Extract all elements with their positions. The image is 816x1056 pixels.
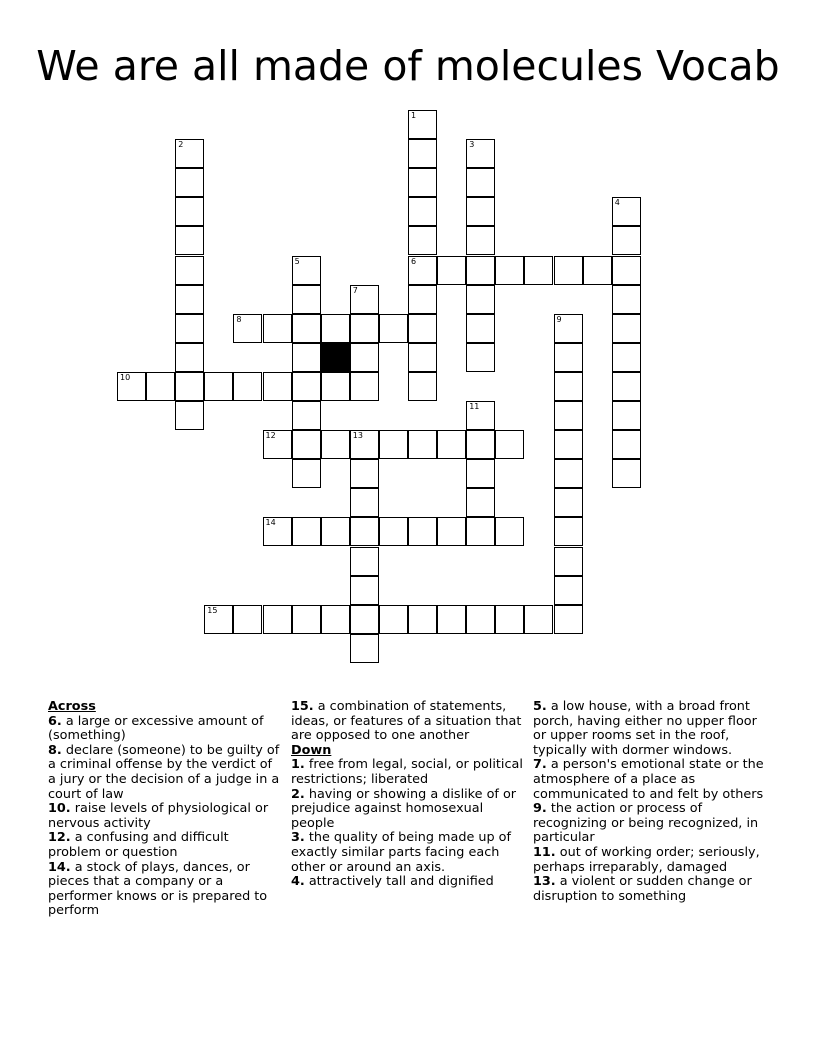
grid-cell[interactable] xyxy=(379,430,408,459)
grid-cell[interactable] xyxy=(350,343,379,372)
grid-cell[interactable] xyxy=(175,314,204,343)
grid-cell[interactable] xyxy=(495,605,524,634)
grid-cell[interactable] xyxy=(408,139,437,168)
grid-cell[interactable] xyxy=(263,430,292,459)
grid-cell[interactable] xyxy=(263,605,292,634)
grid-cell[interactable] xyxy=(437,517,466,546)
clue-across-6: 6. a large or excessive amount of (something) xyxy=(48,713,264,744)
grid-cell[interactable] xyxy=(466,459,495,488)
grid-cell[interactable] xyxy=(292,430,321,459)
grid-cell[interactable] xyxy=(524,256,553,285)
grid-cell[interactable] xyxy=(263,517,292,546)
grid-cell[interactable] xyxy=(466,343,495,372)
grid-cell[interactable] xyxy=(321,605,350,634)
grid-cell[interactable] xyxy=(437,605,466,634)
grid-cell[interactable] xyxy=(612,343,641,372)
grid-cell[interactable] xyxy=(292,401,321,430)
cell-number: 9 xyxy=(556,314,562,324)
grid-cell[interactable] xyxy=(350,576,379,605)
grid-cell[interactable] xyxy=(408,110,437,139)
grid-cell[interactable] xyxy=(495,517,524,546)
grid-cell[interactable] xyxy=(408,343,437,372)
cell-number: 7 xyxy=(352,285,358,295)
grid-cell[interactable] xyxy=(175,401,204,430)
clue-down-9: 9. the action or process of recognizing or being recognized, in particular xyxy=(533,801,759,846)
grid-cell[interactable] xyxy=(292,285,321,314)
clue-down-13: 13. a violent or sudden change or disruption to something xyxy=(533,874,752,904)
grid-cell[interactable] xyxy=(612,285,641,314)
black-cell xyxy=(321,343,350,372)
grid-cell[interactable] xyxy=(466,314,495,343)
grid-cell[interactable] xyxy=(554,576,583,605)
cell-number: 11 xyxy=(469,402,480,411)
grid-cell[interactable] xyxy=(233,605,262,634)
grid-cell[interactable] xyxy=(583,256,612,285)
grid-cell[interactable] xyxy=(524,605,553,634)
clue-across-12: 12. a confusing and difficult problem or question xyxy=(48,830,229,860)
grid-cell[interactable] xyxy=(292,459,321,488)
grid-cell[interactable] xyxy=(350,605,379,634)
grid-cell[interactable] xyxy=(612,430,641,459)
grid-cell[interactable] xyxy=(466,401,495,430)
grid-cell[interactable] xyxy=(466,168,495,197)
cell-number: 10 xyxy=(120,372,131,382)
grid-cell[interactable] xyxy=(175,256,204,285)
grid-cell[interactable] xyxy=(292,256,321,285)
grid-cell[interactable] xyxy=(292,343,321,372)
grid-cell[interactable] xyxy=(495,256,524,285)
cell-number: 6 xyxy=(411,256,417,266)
grid-cell[interactable] xyxy=(175,372,204,401)
grid-cell[interactable] xyxy=(350,372,379,401)
grid-cell[interactable] xyxy=(612,314,641,343)
grid-cell[interactable] xyxy=(466,605,495,634)
grid-cell[interactable] xyxy=(379,605,408,634)
down-heading: Down xyxy=(291,742,332,758)
grid-cell[interactable] xyxy=(350,314,379,343)
grid-cell[interactable] xyxy=(554,517,583,546)
grid-cell[interactable] xyxy=(350,547,379,576)
grid-cell[interactable] xyxy=(292,605,321,634)
grid-cell[interactable] xyxy=(612,459,641,488)
grid-cell[interactable] xyxy=(350,488,379,517)
grid-cell[interactable] xyxy=(379,517,408,546)
clue-down-2: 2. having or showing a dislike of or prejudice against homosexual people xyxy=(291,786,517,831)
grid-cell[interactable] xyxy=(408,314,437,343)
cell-number: 1 xyxy=(411,111,417,120)
grid-cell[interactable] xyxy=(204,605,233,634)
clue-column-2 xyxy=(291,700,525,890)
grid-cell[interactable] xyxy=(350,430,379,459)
cell-number: 15 xyxy=(207,605,218,615)
grid-cell[interactable] xyxy=(175,139,204,168)
grid-cell[interactable] xyxy=(408,168,437,197)
grid-cell[interactable] xyxy=(175,197,204,226)
cell-number: 8 xyxy=(236,314,242,324)
clue-down-11: 11. out of working order; seriously, perhaps irreparably, damaged xyxy=(533,844,760,875)
grid-cell[interactable] xyxy=(321,314,350,343)
grid-cell[interactable] xyxy=(233,314,262,343)
grid-cell[interactable] xyxy=(466,285,495,314)
grid-cell[interactable] xyxy=(408,256,437,285)
grid-cell[interactable] xyxy=(466,488,495,517)
grid-cell[interactable] xyxy=(117,372,146,401)
cell-number: 5 xyxy=(294,256,300,266)
grid-cell[interactable] xyxy=(612,372,641,401)
grid-cell[interactable] xyxy=(554,314,583,343)
clue-across-10: 10. raise levels of physiological or nervous activity xyxy=(48,801,269,831)
grid-cell[interactable] xyxy=(554,488,583,517)
grid-cell[interactable] xyxy=(175,168,204,197)
grid-cell[interactable] xyxy=(554,401,583,430)
clue-across-8: 8. declare (someone) to be guilty of a criminal offense by the verdict of a jury or the decision of a judge in a court of law xyxy=(48,742,280,802)
clue-column-3 xyxy=(533,700,771,904)
cell-number: 3 xyxy=(469,140,475,150)
grid-cell[interactable] xyxy=(466,517,495,546)
clue-down-5: 5. a low house, with a broad front porch, having either no upper floor or upper rooms set in the roof, typically with dormer windows. xyxy=(533,699,757,758)
grid-cell[interactable] xyxy=(321,430,350,459)
grid-cell[interactable] xyxy=(350,634,379,663)
grid-cell[interactable] xyxy=(437,256,466,285)
cell-number: 4 xyxy=(614,198,620,208)
grid-cell[interactable] xyxy=(292,372,321,401)
cell-number: 14 xyxy=(265,518,276,528)
grid-cell[interactable] xyxy=(554,605,583,634)
cell-number: 12 xyxy=(265,431,276,441)
grid-cell[interactable] xyxy=(292,517,321,546)
grid-cell[interactable] xyxy=(204,372,233,401)
grid-cell[interactable] xyxy=(350,459,379,488)
across-heading: Across xyxy=(48,699,96,714)
clue-column-1 xyxy=(48,700,280,919)
grid-cell[interactable] xyxy=(437,430,466,459)
grid-cell[interactable] xyxy=(175,285,204,314)
grid-cell[interactable] xyxy=(612,256,641,285)
grid-cell[interactable] xyxy=(612,226,641,255)
grid-cell[interactable] xyxy=(408,517,437,546)
clue-across-14: 14. a stock of plays, dances, or pieces that a company or a performer knows or is prepared to perform xyxy=(48,859,268,919)
grid-cell[interactable] xyxy=(146,372,175,401)
grid-cell[interactable] xyxy=(554,459,583,488)
grid-cell[interactable] xyxy=(554,547,583,576)
grid-cell[interactable] xyxy=(554,372,583,401)
grid-cell[interactable] xyxy=(408,372,437,401)
grid-cell[interactable] xyxy=(554,430,583,459)
clue-across-15: 15. a combination of statements, ideas, or features of a situation that are opposed to one another xyxy=(291,699,522,744)
grid-cell[interactable] xyxy=(175,226,204,255)
grid-cell[interactable] xyxy=(554,343,583,372)
grid-cell[interactable] xyxy=(554,256,583,285)
clue-down-3: 3. the quality of being made up of exactly similar parts facing each other or around an axis. xyxy=(291,830,512,875)
grid-cell[interactable] xyxy=(612,401,641,430)
clue-down-1: 1. free from legal, social, or political restrictions; liberated xyxy=(291,757,523,787)
cell-number: 2 xyxy=(178,140,184,150)
grid-cell[interactable] xyxy=(233,372,262,401)
grid-cell[interactable] xyxy=(408,605,437,634)
grid-cell[interactable] xyxy=(408,430,437,459)
clue-down-7: 7. a person's emotional state or the atmosphere of a place as communicated to and felt by others xyxy=(533,757,764,802)
grid-cell[interactable] xyxy=(408,197,437,226)
grid-cell[interactable] xyxy=(612,197,641,226)
puzzle-title: We are all made of molecules Vocab xyxy=(36,42,780,90)
grid-cell[interactable] xyxy=(263,372,292,401)
grid-cell[interactable] xyxy=(379,314,408,343)
grid-cell[interactable] xyxy=(466,430,495,459)
grid-cell[interactable] xyxy=(263,314,292,343)
grid-cell[interactable] xyxy=(175,343,204,372)
grid-cell[interactable] xyxy=(350,517,379,546)
grid-cell[interactable] xyxy=(466,197,495,226)
grid-cell[interactable] xyxy=(292,314,321,343)
grid-cell[interactable] xyxy=(408,226,437,255)
grid-cell[interactable] xyxy=(350,285,379,314)
grid-cell[interactable] xyxy=(321,517,350,546)
grid-cell[interactable] xyxy=(495,430,524,459)
cell-number: 13 xyxy=(352,431,363,441)
clue-down-4: 4. attractively tall and dignified xyxy=(291,874,494,890)
grid-cell[interactable] xyxy=(466,256,495,285)
grid-cell[interactable] xyxy=(321,372,350,401)
grid-cell[interactable] xyxy=(466,226,495,255)
grid-cell[interactable] xyxy=(408,285,437,314)
grid-cell[interactable] xyxy=(466,139,495,168)
